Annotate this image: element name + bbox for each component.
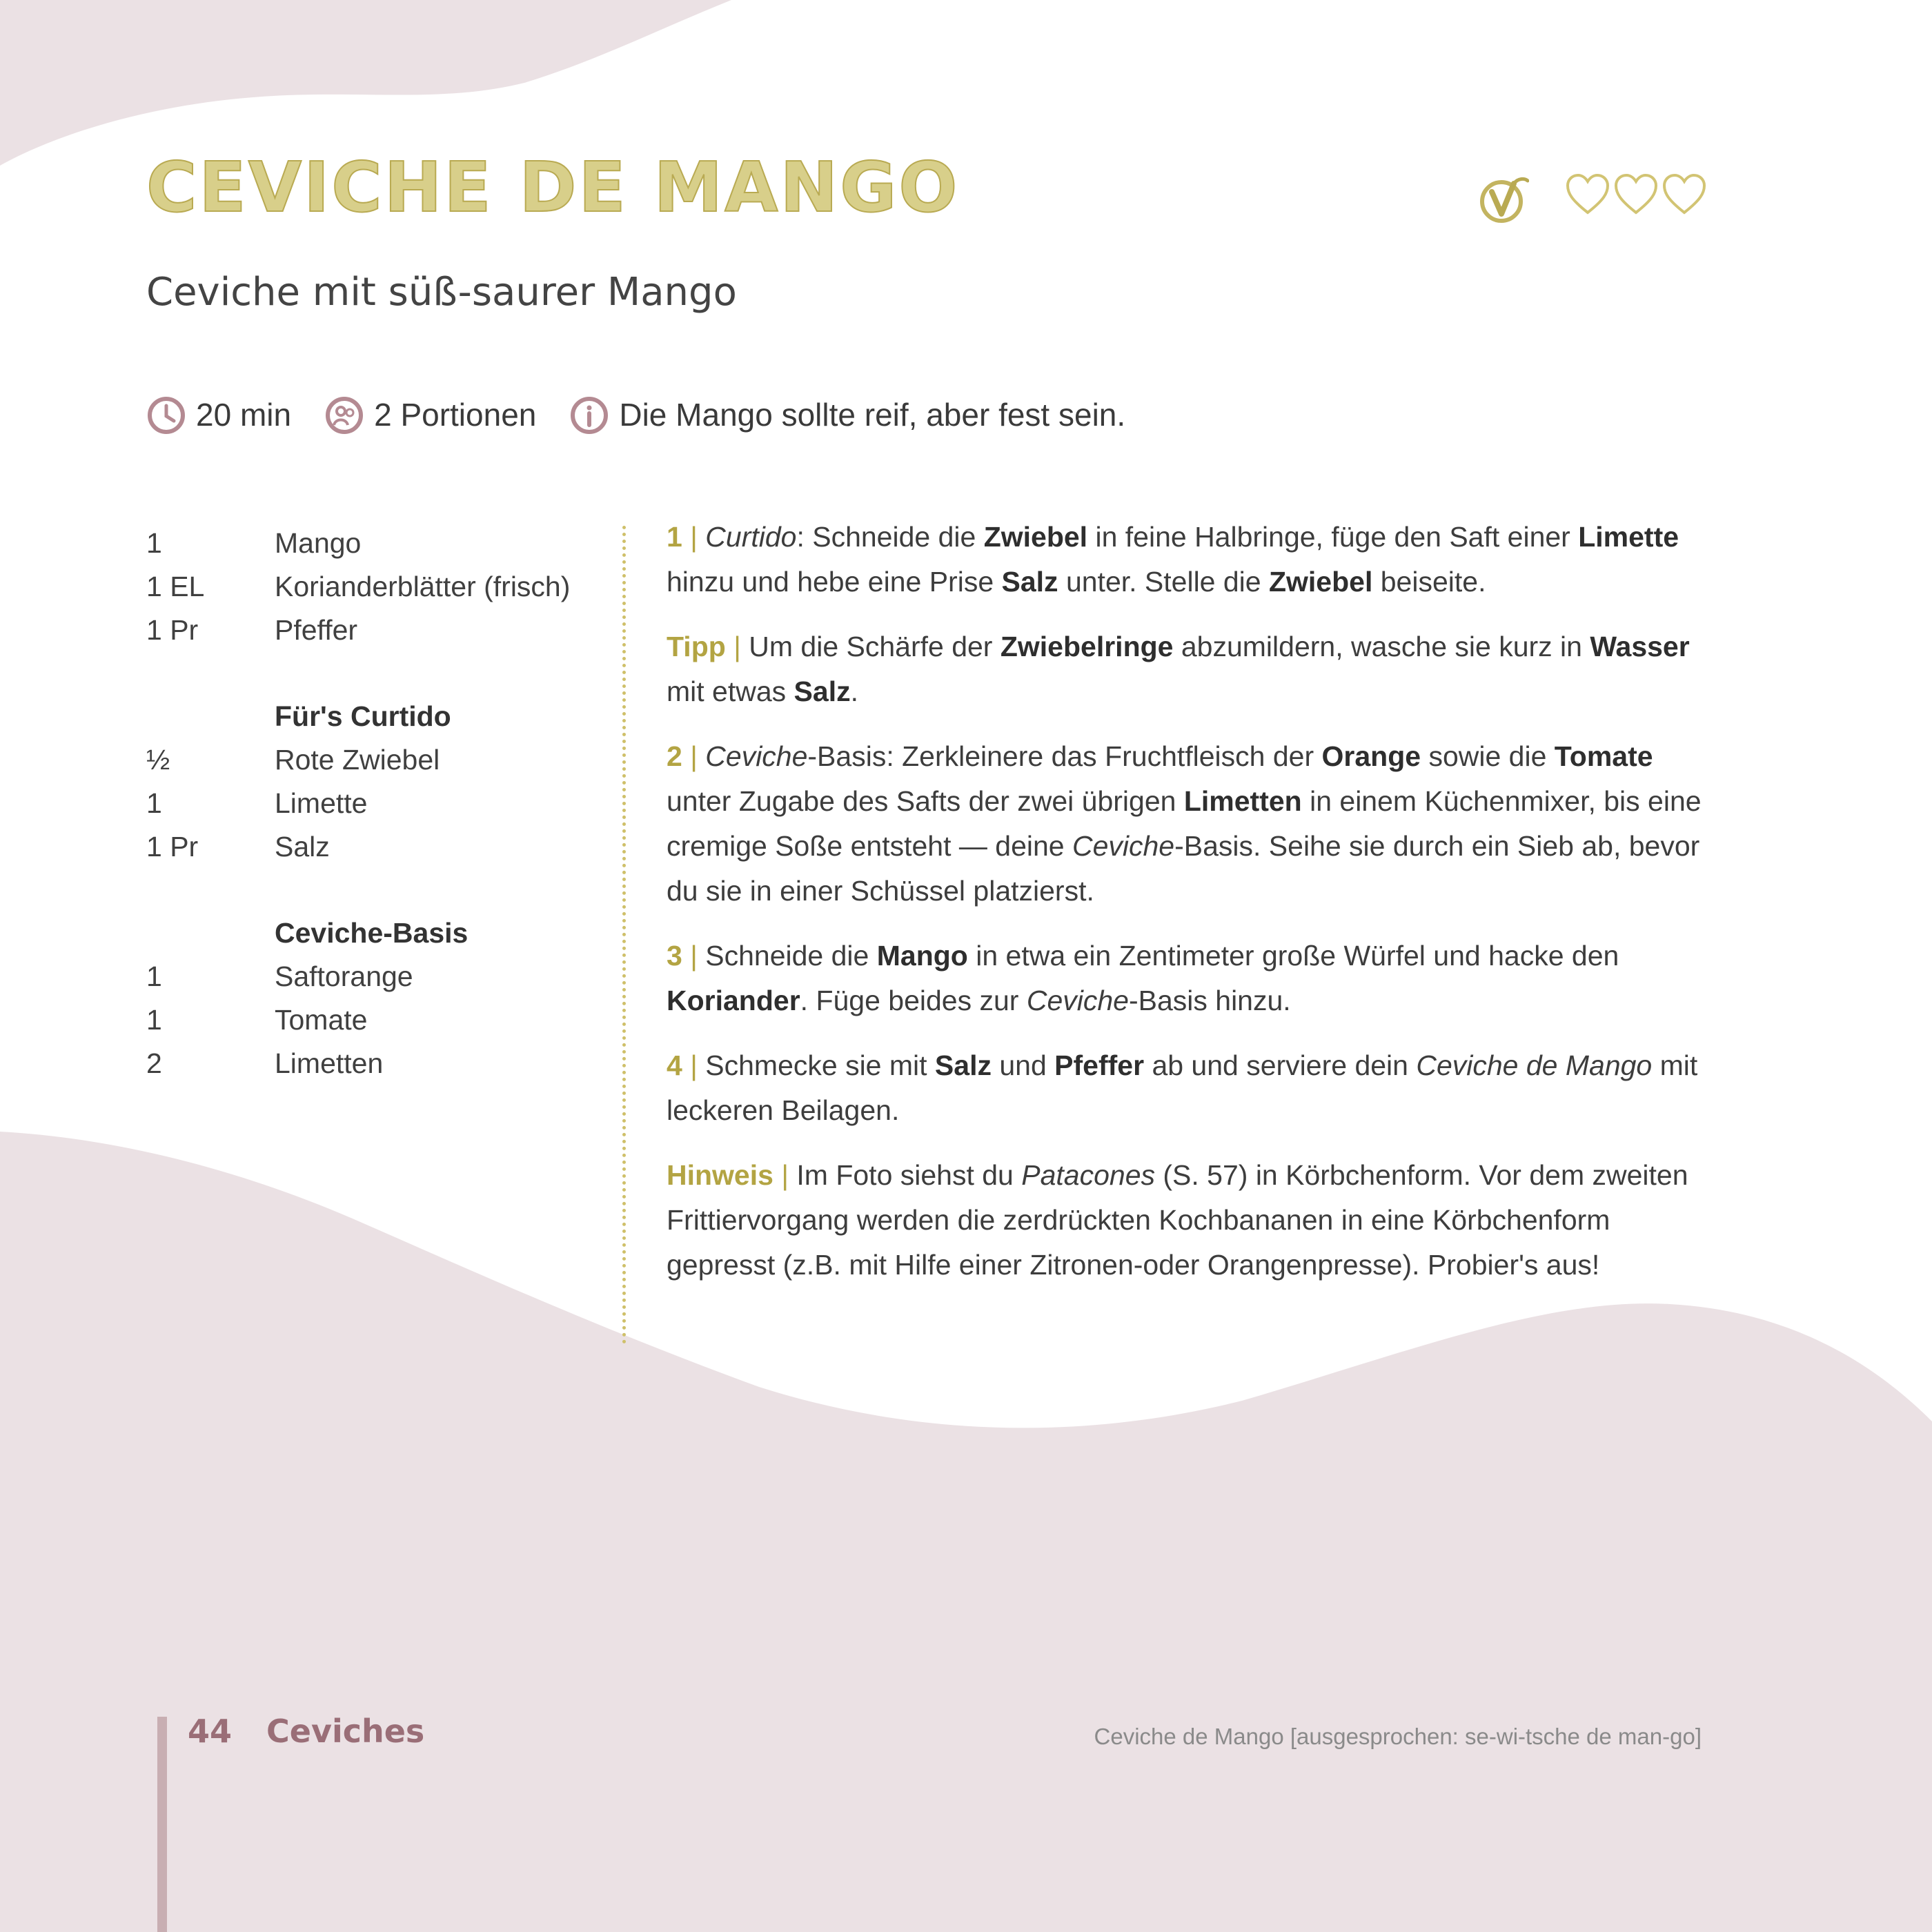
ingredient-name: Rote Zwiebel [275,744,440,776]
ingredient-name: Mango [275,527,362,559]
step-text: Salz [934,1049,992,1081]
step-text: Orange [1321,740,1421,772]
footer-rule [157,1717,167,1932]
portions-icon [324,395,364,435]
pronunciation-note: Ceviche de Mango [ausgesprochen: se-wi-tsche de man-go] [1094,1724,1702,1749]
meta-time-text: 20 min [196,397,292,433]
recipe-title: CEVICHE DE MANGO [146,147,960,228]
step-text: sowie die [1421,740,1555,772]
step-text: hinzu und hebe eine Prise [667,566,1002,598]
ingredient-name: Salz [275,831,330,862]
step-text: Pfeffer [1054,1049,1145,1081]
step-text: Ceviche [1026,985,1129,1016]
ingredient-list [146,522,622,1085]
column-divider [622,526,626,1344]
step-text: Patacones [1021,1159,1155,1191]
step-number: 2 [667,740,682,772]
ingredient-qty: 1 EL [146,571,205,602]
step-3 [667,934,1715,1023]
ingredient-row [146,1042,622,1085]
ingredient-row [146,998,622,1042]
ingredient-qty: 1 [146,527,162,559]
note-label: Hinweis [667,1159,773,1191]
step-number: 1 [667,521,682,553]
ingredient-qty: 1 [146,787,162,819]
top-blob [0,0,731,166]
step-4 [667,1043,1715,1133]
ingredient-group-heading: Für's Curtido [275,700,451,732]
ingredient-qty: 1 Pr [146,831,199,862]
step-text: Um die Schärfe der [740,631,1000,662]
ingredient-name: Saftorange [275,960,413,992]
section-title: Ceviches [266,1713,425,1750]
ingredient-name: Korianderblätter (frisch) [275,571,571,602]
step-text: -Basis. Seihe sie durch ein Sieb ab, bevor du sie in einer Schüssel platzierst. [667,830,1700,907]
ingredient-row [146,565,622,609]
step-text: unter. Stelle die [1058,566,1269,598]
ingredient-row [146,738,622,782]
ingredient-name: Limette [275,787,368,819]
ingredient-name: Limetten [275,1047,384,1079]
step-number: 4 [667,1049,682,1081]
step-separator: | [733,631,741,662]
ingredient-qty: 1 [146,960,162,992]
ingredient-qty: ½ [146,744,170,776]
step-text: beiseite. [1372,566,1486,598]
step-separator: | [690,740,698,772]
step-text: Mango [876,940,968,972]
info-icon [569,395,609,435]
step-text: unter Zugabe des Safts der zwei übrigen [667,785,1184,817]
difficulty-hearts [1565,172,1707,215]
step-text: mit etwas [667,676,794,707]
step-text: Salz [793,676,851,707]
step-text: in etwa ein Zentimeter große Würfel und hacke den [967,940,1619,972]
step-separator: | [690,1049,698,1081]
step-text: Wasser [1590,631,1690,662]
step-text: -Basis hinzu. [1128,985,1291,1016]
meta-portions [324,395,536,435]
step-text: abzumildern, wasche sie kurz in [1173,631,1590,662]
heart-icon [1662,172,1707,215]
meta-time [146,395,291,435]
tip-label: Tipp [667,631,726,662]
ingredient-group-heading: Ceviche-Basis [275,917,469,949]
step-text: und [991,1049,1055,1081]
step-text: -Basis: Zerkleinere das Fruchtfleisch der [807,740,1322,772]
meta-note-text: Die Mango sollte reif, aber fest sein. [619,397,1126,433]
meta-portions-text: 2 Portionen [374,397,537,433]
ingredient-row [146,609,622,652]
ingredient-name: Tomate [275,1004,368,1036]
clock-icon [146,395,186,435]
step-text: Zwiebel [1268,566,1373,598]
ingredient-row [146,522,622,565]
step-text: Curtido [705,521,797,553]
vegan-v-icon [1477,174,1529,226]
step-text: ab und serviere dein [1144,1049,1417,1081]
step-text: : Schneide die [796,521,984,553]
step-text: Ceviche [1072,830,1175,862]
step-text: in feine Halbringe, füge den Saft einer [1087,521,1579,553]
step-separator: | [690,521,698,553]
page-number: 44 [188,1713,233,1750]
step-1 [667,515,1715,604]
step-text: . Füge beides zur [800,985,1027,1016]
tip [667,624,1715,714]
instructions [667,515,1715,1308]
step-text: in einem Küchenmixer, bis eine cremige Soße entsteht — deine [667,785,1702,862]
ingredient-qty: 1 [146,1004,162,1036]
step-text: Salz [1001,566,1058,598]
step-number: 3 [667,940,682,972]
step-text: Schmecke sie mit [697,1049,935,1081]
step-text: mit leckeren Beilagen. [667,1049,1698,1126]
step-text: (S. 57) in Körbchenform. Vor dem zweiten Frittiervorgang werden die zerdrückten Kochbananen in eine Körbchenform gepresst (z.B. mit Hilfe einer Zitronen-oder Orangenpresse). Probier's aus! [667,1159,1688,1281]
recipe-subtitle: Ceviche mit süß-saurer Mango [146,270,737,315]
step-text: Im Foto siehst du [789,1159,1022,1191]
heart-icon [1565,172,1610,215]
step-text: Ceviche [705,740,808,772]
step-text: Schneide die [697,940,877,972]
step-separator: | [690,940,698,972]
ingredient-name: Pfeffer [275,614,358,646]
step-separator: | [781,1159,789,1191]
ingredient-row [146,782,622,825]
step-text: Koriander [667,985,800,1016]
step-text: Zwiebelringe [1000,631,1174,662]
step-text: Zwiebel [983,521,1088,553]
step-text: Limette [1578,521,1679,553]
step-2 [667,734,1715,914]
ingredient-qty: 2 [146,1047,162,1079]
note [667,1153,1715,1288]
ingredient-row [146,825,622,869]
ingredient-row [146,955,622,998]
step-text: Tomate [1554,740,1653,772]
step-text: Ceviche de Mango [1416,1049,1653,1081]
meta-note [569,395,1125,435]
step-text: . [850,676,858,707]
heart-icon [1613,172,1659,215]
recipe-meta [146,395,1125,435]
step-text: Limetten [1183,785,1302,817]
ingredient-qty: 1 Pr [146,614,199,646]
